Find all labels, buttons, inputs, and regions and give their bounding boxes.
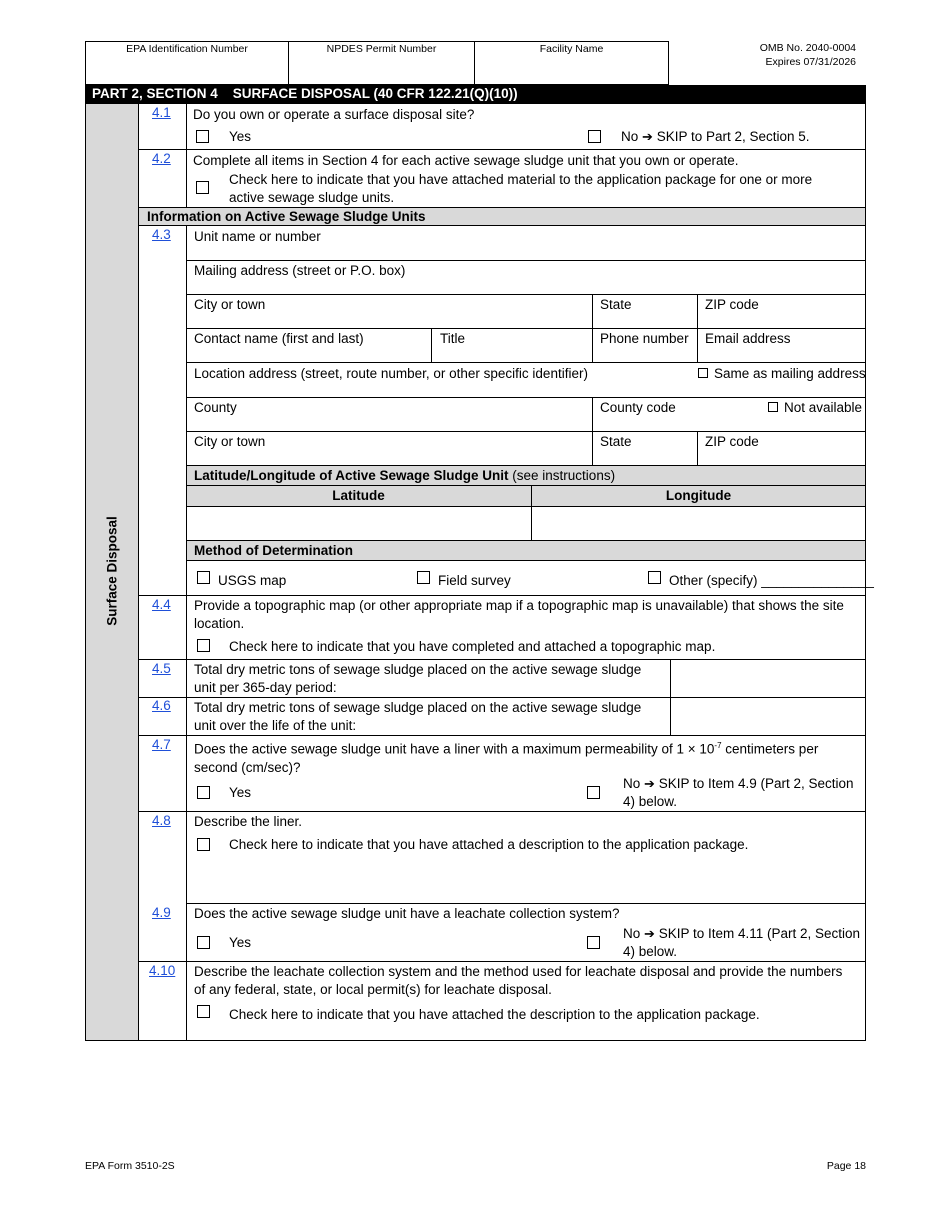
- location-label: Location address (street, route number, or other specific identifier): [194, 366, 588, 381]
- arrow-icon: ➔: [642, 129, 653, 144]
- item-4-10-text: Describe the leachate collection system and the method used for leachate disposal and provide the numbers of any federal, state, or local permit(s) for leachate disposal.: [194, 964, 843, 997]
- mailing-label: Mailing address (street or P.O. box): [194, 263, 406, 278]
- item-4-2-number[interactable]: 4.2: [152, 151, 171, 166]
- grid-line: [431, 328, 432, 363]
- row-line: [139, 961, 866, 962]
- item-4-2-check-label: Check here to indicate that you have attached material to the application package for one or more active sewage sludge units.: [229, 172, 813, 205]
- row-line: [139, 811, 866, 812]
- item-4-7-text: [194, 737, 854, 777]
- arrow-icon: ➔: [644, 776, 655, 791]
- item-4-9-no-group: [623, 925, 863, 961]
- latitude-input[interactable]: [187, 507, 530, 540]
- method-header: Method of Determination: [194, 543, 353, 558]
- num-col-border-a: [186, 104, 187, 208]
- longitude-input[interactable]: [532, 507, 865, 540]
- item-4-2-checkbox[interactable]: [196, 181, 209, 194]
- num-col-gap: [140, 857, 185, 903]
- zip-label: ZIP code: [705, 297, 759, 312]
- grid-line: [186, 560, 866, 561]
- not-available-label: Not available: [784, 400, 863, 415]
- grid-line: [592, 397, 593, 466]
- bottom-border: [85, 1040, 866, 1041]
- side-label: Surface Disposal: [104, 516, 120, 626]
- npdes-label: NPDES Permit Number: [326, 43, 437, 55]
- latlong-see-instructions: (see instructions): [512, 468, 616, 483]
- omb-expires: Expires 07/31/2026: [765, 56, 856, 68]
- grid-line: [186, 485, 866, 486]
- part-title: PART 2, SECTION 4 SURFACE DISPOSAL (40 CFR 122.21(Q)(10)): [85, 85, 866, 104]
- item-4-9-no-checkbox[interactable]: [587, 936, 600, 949]
- item-4-4-text: Provide a topographic map (or other appropriate map if a topographic map is unavailable) that shows the site location.: [194, 598, 844, 631]
- item-4-1-no-label: No: [621, 129, 639, 144]
- state-label: State: [600, 297, 632, 312]
- item-4-2-text: Complete all items in Section 4 for each active sewage sludge unit that you own or operate.: [193, 153, 739, 168]
- item-4-7-no-checkbox[interactable]: [587, 786, 600, 799]
- epa-id-box[interactable]: [85, 41, 289, 85]
- item-4-8-number[interactable]: 4.8: [152, 813, 171, 828]
- item-4-4-checkbox[interactable]: [197, 639, 210, 652]
- latitude-header: Latitude: [332, 488, 385, 503]
- item-4-1-question: Do you own or operate a surface disposal site?: [193, 107, 475, 122]
- info-header: Information on Active Sewage Sludge Units: [147, 209, 426, 224]
- item-4-5-text: Total dry metric tons of sewage sludge placed on the active sewage sludge unit per 365-day period:: [194, 662, 642, 695]
- grid-line: [592, 294, 593, 363]
- omb-info: [668, 41, 856, 69]
- county-label: County: [194, 400, 237, 415]
- item-4-1-yes-label: Yes: [229, 129, 252, 144]
- state2-label: State: [600, 434, 632, 449]
- item-4-10-check-label: Check here to indicate that you have attached the description to the application package.: [229, 1007, 760, 1022]
- grid-line: [186, 362, 866, 363]
- item-4-7-yes-checkbox[interactable]: [197, 786, 210, 799]
- item-4-4-number[interactable]: 4.4: [152, 597, 171, 612]
- item-4-7-no-group: [623, 775, 858, 811]
- usgs-map-checkbox[interactable]: [197, 571, 210, 584]
- item-4-7-yes-label: Yes: [229, 785, 252, 800]
- row-line: [139, 595, 866, 596]
- grid-line: [186, 540, 866, 541]
- item-4-5-number[interactable]: 4.5: [152, 661, 171, 676]
- unit-name-label: Unit name or number: [194, 229, 321, 244]
- zip2-label: ZIP code: [705, 434, 759, 449]
- not-available-checkbox[interactable]: [768, 402, 778, 412]
- item-4-9-text: Does the active sewage sludge unit have a leachate collection system?: [194, 906, 620, 921]
- item-4-5-input[interactable]: [671, 660, 865, 697]
- item-4-6-number[interactable]: 4.6: [152, 698, 171, 713]
- city-label: City or town: [194, 297, 266, 312]
- facility-label: Facility Name: [539, 43, 604, 55]
- title-label: Title: [440, 331, 466, 346]
- item-4-9-yes-label: Yes: [229, 935, 252, 950]
- item-4-7-text-b: centimeters per second (cm/sec)?: [194, 741, 819, 775]
- arrow-icon: ➔: [644, 926, 655, 941]
- omb-number: OMB No. 2040-0004: [759, 42, 856, 54]
- other-label: Other (specify) _______________: [669, 573, 874, 588]
- item-4-9-number[interactable]: 4.9: [152, 905, 171, 920]
- item-4-6-input[interactable]: [671, 698, 865, 735]
- item-4-7-text-a: Does the active sewage sludge unit have a liner with a maximum permeability of 1 × 10: [194, 741, 715, 757]
- item-4-6-text: Total dry metric tons of sewage sludge placed on the active sewage sludge unit over the life of the unit:: [194, 700, 642, 733]
- item-4-9-skip: SKIP to Item 4.11 (Part 2, Section 4) below.: [623, 926, 861, 959]
- item-4-9-no-label: No: [623, 926, 641, 941]
- grid-line: [186, 260, 866, 261]
- latlong-header-title: Latitude/Longitude of Active Sewage Sludge Unit: [194, 468, 509, 483]
- num-col-border-b: [186, 225, 187, 1041]
- grid-line: [186, 328, 866, 329]
- epa-id-label: EPA Identification Number: [126, 43, 248, 55]
- phone-label: Phone number: [600, 331, 689, 346]
- item-4-10-checkbox[interactable]: [197, 1005, 210, 1018]
- item-4-8-check-label: Check here to indicate that you have attached a description to the application package.: [229, 837, 749, 852]
- item-4-7-no-label: No: [623, 776, 641, 791]
- field-survey-label: Field survey: [438, 573, 511, 588]
- same-as-mailing-checkbox[interactable]: [698, 368, 708, 378]
- item-4-1-no-group: [621, 128, 810, 146]
- item-4-4-check-label: Check here to indicate that you have completed and attached a topographic map.: [229, 639, 716, 654]
- county-code-label: County code: [600, 400, 676, 415]
- item-4-9-yes-checkbox[interactable]: [197, 936, 210, 949]
- field-survey-checkbox[interactable]: [417, 571, 430, 584]
- contact-label: Contact name (first and last): [194, 331, 364, 346]
- same-as-mailing-label: Same as mailing address: [714, 366, 866, 381]
- item-4-10-number[interactable]: 4.10: [149, 963, 176, 978]
- item-4-1-skip: SKIP to Part 2, Section 5.: [656, 129, 810, 144]
- latlong-header: [194, 467, 615, 485]
- item-4-8-text: Describe the liner.: [194, 814, 303, 829]
- grid-line: [186, 397, 866, 398]
- item-4-1-no-checkbox[interactable]: [588, 130, 601, 143]
- longitude-header: Longitude: [665, 488, 732, 503]
- row-line: [139, 225, 866, 226]
- item-4-3-number[interactable]: 4.3: [152, 227, 171, 242]
- item-4-1-yes-checkbox[interactable]: [196, 130, 209, 143]
- grid-line: [186, 431, 866, 432]
- item-4-1-number[interactable]: 4.1: [152, 105, 171, 120]
- grid-line: [697, 431, 698, 466]
- city2-label: City or town: [194, 434, 266, 449]
- other-checkbox[interactable]: [648, 571, 661, 584]
- item-4-8-checkbox[interactable]: [197, 838, 210, 851]
- item-4-7-skip: SKIP to Item 4.9 (Part 2, Section 4) below.: [623, 776, 854, 809]
- usgs-map-label: USGS map: [218, 573, 287, 588]
- item-4-7-exponent: -7: [714, 741, 722, 750]
- npdes-box[interactable]: [288, 41, 475, 85]
- grid-line: [186, 465, 866, 466]
- item-4-7-number[interactable]: 4.7: [152, 737, 171, 752]
- grid-line: [697, 294, 698, 363]
- row-line: [139, 149, 866, 150]
- row-line: [139, 735, 866, 736]
- grid-line: [186, 294, 866, 295]
- email-label: Email address: [705, 331, 791, 346]
- footer-page: Page 18: [826, 1160, 866, 1172]
- row-line: [186, 903, 866, 904]
- footer-form: EPA Form 3510-2S: [85, 1160, 175, 1172]
- facility-box[interactable]: [474, 41, 669, 85]
